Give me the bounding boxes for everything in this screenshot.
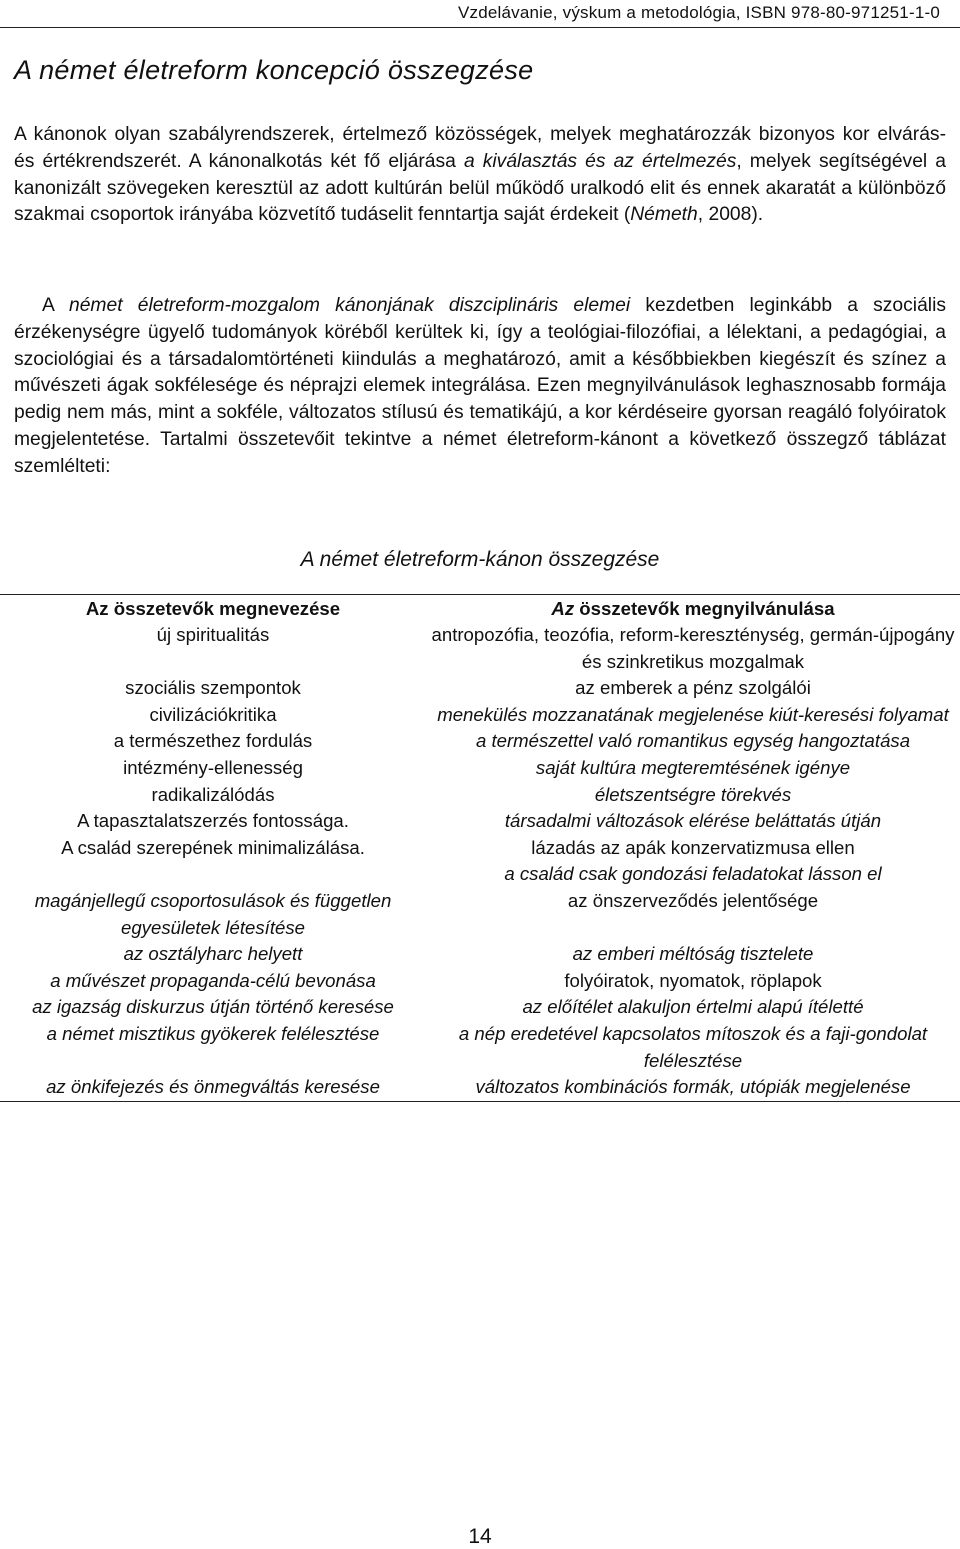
header-components-manifestation — [426, 595, 960, 623]
row-manifestation: az önszerveződés jelentősége — [567, 889, 819, 911]
row-manifestation: az emberek a pénz szolgálói — [575, 677, 811, 699]
header-right-rest: összetevők megnyilvánulása — [574, 598, 835, 619]
table-row — [0, 755, 960, 782]
table-row — [0, 782, 960, 809]
running-header: Vzdelávanie, výskum a metodológia, ISBN 978-80-971251-1-0 — [0, 0, 960, 28]
row-component: A család szerepének minimalizálása. — [61, 836, 365, 858]
row-manifestation: életszentségre törekvés — [594, 783, 792, 805]
table-row — [0, 1074, 960, 1101]
table-row — [0, 861, 960, 888]
table-row — [0, 994, 960, 1021]
paragraph-1-text-b: , melyek segítségével a kanonizált szövegeken keresztül az adott kultúrán belül működő uralkodó elit és ennek akaratát a különböző szakmai csoportok irányába közvetítő tudáselit fenntartja saját érdekeit ( — [14, 150, 947, 226]
citation-year: , 2008). — [697, 204, 764, 226]
paragraph-1-text-a: A kánonok olyan szabályrendszerek, értelmező közösségek, melyek meghatározzák bizonyos kor elvárás- és értékrendszerét. A kánonalkotás két fő eljárása — [14, 124, 946, 172]
row-manifestation: változatos kombinációs formák, utópiák megjelenése — [475, 1076, 911, 1098]
row-manifestation: az emberi méltóság tisztelete — [572, 943, 814, 965]
page-number: 14 — [468, 1525, 492, 1548]
row-component: szociális szempontok — [125, 677, 301, 699]
table-caption: A német életreform-kánon összegzése — [300, 548, 660, 571]
row-manifestation: a természettel való romantikus egység hangoztatása — [475, 730, 911, 752]
header-components-name: Az összetevők megnevezése — [85, 598, 341, 619]
row-manifestation: társadalmi változások elérése beláttatás útján — [504, 810, 882, 832]
row-component: a természethez fordulás — [113, 730, 313, 752]
paragraph-2-text-b: kezdetben leginkább a szociális érzékenységre ügyelő tudományok köréből kerültek ki, így a teológiai-filozófiai, a lélektani, a pedagógiai, a szociológiai és a társadalomtörténeti kiindulás a meghatározó, amit a későbbiekben kiegészít és színez a művészeti ágak sokfélesége és néprajzi elemek integrálása. Ezen megnyilvánulások leghasznosabb formája pedig nem más, mint a sokféle, változatos stílusú és tematikájú, a kor kérdéseire gyorsan reagáló folyóiratok megjelentetése. Tartalmi összetevőit tekintve a német életreform-kánont a következő összegző táblázat szemlélteti: — [14, 295, 946, 477]
row-component: intézmény-ellenesség — [123, 756, 303, 778]
paragraph-2-text-a: A — [42, 295, 69, 316]
row-manifestation: antropozófia, teozófia, reform-kereszténység, germán-újpogány és szinkretikus mozgalmak — [431, 624, 955, 672]
summary-table — [0, 594, 960, 1102]
row-manifestation: lázadás az apák konzervatizmusa ellen — [531, 836, 855, 858]
row-component: radikalizálódás — [151, 783, 275, 805]
row-component: az önkifejezés és önmegváltás keresése — [46, 1076, 380, 1098]
table-row — [0, 622, 960, 675]
paragraph-1-emphasis: a kiválasztás és az értelmezés — [463, 150, 737, 172]
table-row — [0, 1021, 960, 1074]
row-component: a német misztikus gyökerek felélesztése — [46, 1022, 380, 1044]
paragraph-2 — [14, 293, 946, 481]
row-component: új spiritualitás — [156, 624, 270, 645]
row-component: az igazság diskurzus útján történő keresése — [32, 996, 394, 1018]
row-component: a művészet propaganda-célú bevonása — [50, 969, 376, 991]
row-manifestation: a család csak gondozási feladatokat lásson el — [504, 863, 882, 885]
table-row — [0, 675, 960, 702]
header-right-prefix: Az — [551, 598, 575, 619]
row-manifestation: menekülés mozzanatának megjelenése kiút-keresési folyamat — [437, 703, 949, 725]
table-row — [0, 835, 960, 862]
row-component: A tapasztalatszerzés fontossága. — [77, 810, 349, 832]
table-row — [0, 728, 960, 755]
row-manifestation: az előítélet alakuljon értelmi alapú ítéletté — [522, 996, 864, 1018]
table-row — [0, 702, 960, 729]
citation-author: Németh — [630, 204, 698, 226]
row-component — [0, 861, 426, 888]
table-row — [0, 888, 960, 941]
section-title: A német életreform koncepció összegzése — [14, 55, 534, 85]
row-component: magánjellegű csoportosulások és független egyesületek létesítése — [34, 889, 392, 938]
table-header-row — [0, 595, 960, 623]
table-row — [0, 968, 960, 995]
row-manifestation: folyóiratok, nyomatok, röplapok — [564, 969, 822, 991]
row-component: civilizációkritika — [149, 703, 277, 725]
row-manifestation: a nép eredetével kapcsolatos mítoszok és a faji-gondolat felélesztése — [458, 1022, 928, 1071]
row-manifestation: saját kultúra megteremtésének igénye — [535, 756, 851, 778]
table-row — [0, 941, 960, 968]
row-component: az osztályharc helyett — [123, 943, 303, 965]
table-row — [0, 808, 960, 835]
paragraph-1 — [14, 122, 946, 229]
paragraph-2-emphasis: német életreform-mozgalom kánonjának diszciplináris elemei — [68, 295, 631, 316]
